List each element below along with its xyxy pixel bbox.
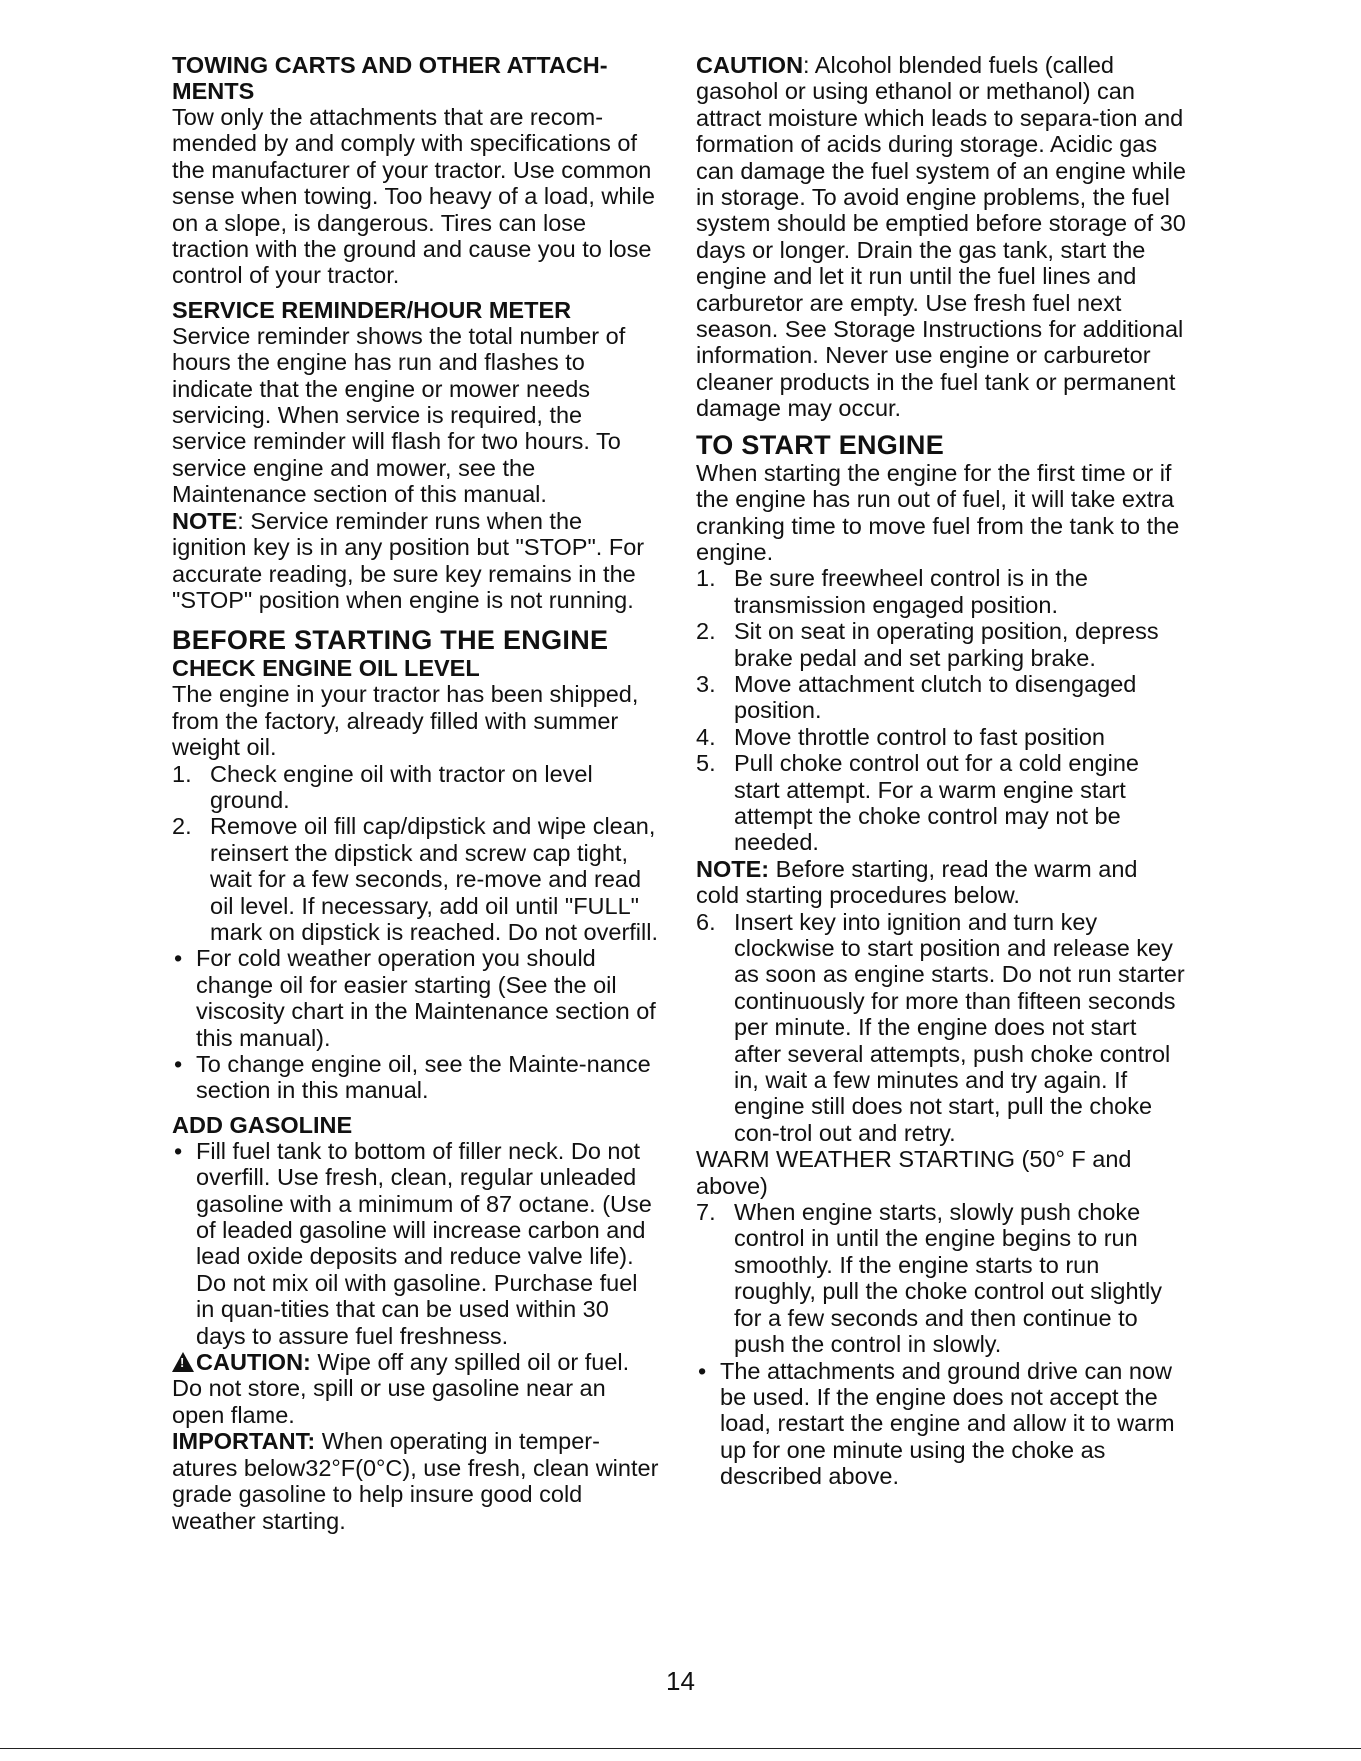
step-text: Pull choke control out for a cold engine start attempt. For a warm engine start attempt the choke control may not be needed. — [734, 750, 1139, 856]
bullet-text: To change engine oil, see the Mainte-nance section in this manual. — [196, 1051, 651, 1104]
list-item — [696, 1358, 1186, 1490]
service-reminder-note — [172, 508, 662, 614]
note-label: NOTE — [172, 507, 238, 534]
step-text: Remove oil fill cap/dipstick and wipe clean, reinsert the dipstick and screw cap tight, wait for a few seconds, re-move and read oil level. If necessary, add oil until "FULL" mark on dipstick is reached. Do not overfill. — [210, 813, 658, 945]
list-item — [696, 671, 1186, 724]
list-item — [696, 618, 1186, 671]
note-text: : Service reminder runs when the ignition key is in any position but "STOP". For accurate reading, be sure key remains in the "STOP" position when engine is not running. — [172, 507, 645, 613]
step-number: 2. — [696, 618, 716, 645]
list-item — [172, 1138, 662, 1349]
alcohol-fuel-caution — [696, 52, 1186, 422]
important-text: When operating in temper-atures below32°F(0°C), use fresh, clean winter grade gasoline to help insure good cold weather starting. — [172, 1428, 659, 1534]
before-starting-heading: BEFORE STARTING THE ENGINE — [172, 625, 609, 656]
list-item — [172, 945, 662, 1051]
right-column — [696, 52, 1186, 1490]
note-label: NOTE: — [696, 855, 770, 882]
step-number: 4. — [696, 723, 716, 750]
caution-text: : Alcohol blended fuels (called gasohol or using ethanol or methanol) can attract moisture which leads to separa-tion and formation of acids during storage. Acidic gas can damage the fuel system of an engine while in storage. To avoid engine problems, the fuel system should be emptied before storage of 30 days or longer. Drain the gas tank, start the engine and let it run until the fuel lines and carburetor are empty. Use fresh fuel next season. See Storage Instructions for additional information. Never use engine or carburetor cleaner products in the fuel tank or permanent damage may occur. — [696, 52, 1186, 422]
add-gasoline-section — [172, 1112, 662, 1534]
left-column — [172, 52, 662, 1534]
bullet-icon: • — [174, 945, 183, 972]
bullet-text: The attachments and ground drive can now be used. If the engine does not accept the load, restart the engine and allow it to warm up for one minute using the choke as described above. — [720, 1357, 1175, 1490]
service-reminder-section — [172, 297, 662, 613]
caution-text: Wipe off any spilled oil or fuel. Do not store, spill or use gasoline near an open flame. — [172, 1349, 630, 1428]
step-text: Move throttle control to fast position — [734, 723, 1105, 750]
list-item — [696, 1199, 1186, 1357]
start-engine-heading: TO START ENGINE — [696, 429, 945, 460]
list-item — [696, 724, 1186, 750]
step-text: Insert key into ignition and turn key clockwise to start position and release key as soon as engine starts. Do not run starter continuously for more than fifteen seconds per minute. If the engine does not start after several attempts, push choke control in, wait a few minutes and try again. If engine still does not start, pull the choke con-trol out and retry. — [734, 908, 1185, 1146]
bottom-rule — [0, 1748, 1361, 1749]
check-oil-intro: The engine in your tractor has been shipped, from the factory, already filled with summer weight oil. — [172, 681, 639, 761]
step-text: Move attachment clutch to disengaged position. — [734, 670, 1137, 724]
list-item — [172, 813, 662, 945]
step-number: 7. — [696, 1199, 716, 1226]
start-engine-step6 — [696, 909, 1186, 1147]
start-engine-steps — [696, 565, 1186, 855]
check-oil-heading: CHECK ENGINE OIL LEVEL — [172, 655, 480, 682]
important-label: IMPORTANT: — [172, 1428, 316, 1455]
check-oil-steps — [172, 761, 662, 946]
caution-label: CAUTION: — [196, 1349, 311, 1376]
towing-section — [172, 52, 662, 289]
step-number: 1. — [172, 760, 192, 787]
step-number: 1. — [696, 565, 716, 592]
bullet-text: For cold weather operation you should change oil for easier starting (See the oil viscosity chart in the Maintenance section of this manual). — [196, 945, 656, 1051]
towing-heading-line1: TOWING CARTS AND OTHER ATTACH- — [172, 52, 608, 78]
service-reminder-heading: SERVICE REMINDER/HOUR METER — [172, 296, 572, 323]
bullet-text: Fill fuel tank to bottom of filler neck. Do not overfill. Use fresh, clean, regular unleaded gasoline with a minimum of 87 octane. (Use of leaded gasoline will increase carbon and lead oxide deposits and reduce valve life). Do not mix oil with gasoline. Purchase fuel in quan-tities that can be used within 30 days to assure fuel freshness. — [196, 1137, 652, 1349]
list-item — [696, 565, 1186, 618]
list-item — [172, 1051, 662, 1104]
list-item — [172, 761, 662, 814]
note-text: Before starting, read the warm and cold starting procedures below. — [696, 855, 1138, 909]
bullet-icon: • — [174, 1137, 183, 1164]
add-gasoline-bullets — [172, 1138, 662, 1349]
step-number: 3. — [696, 670, 716, 697]
start-engine-note — [696, 856, 1186, 909]
towing-body: Tow only the attachments that are recom-mended by and comply with specifications of the manufacturer of your tractor. Use common sense when towing. Too heavy of a load, while on a slope, is dangerous. Tires can lose traction with the ground and cause you to lose control of your tractor. — [172, 104, 655, 289]
warning-triangle-icon — [172, 1352, 194, 1372]
service-reminder-body: Service reminder shows the total number of hours the engine has run and flashes to indicate that the engine or mower needs servicing. When service is required, the service reminder will flash for two hours. To service engine and mower, see the Maintenance section of this manual. — [172, 322, 626, 508]
step-text: Be sure freewheel control is in the transmission engaged position. — [734, 565, 1088, 618]
bullet-icon: • — [174, 1051, 183, 1077]
start-engine-final-bullet — [696, 1358, 1186, 1490]
before-starting-section — [172, 625, 662, 1104]
list-item — [696, 909, 1186, 1147]
check-oil-bullets — [172, 945, 662, 1103]
start-engine-step7 — [696, 1199, 1186, 1357]
towing-heading-line2: MENTS — [172, 78, 255, 104]
step-text: Check engine oil with tractor on level ground. — [210, 760, 593, 813]
gasoline-caution — [172, 1349, 662, 1428]
bullet-icon: • — [698, 1357, 707, 1384]
step-text: When engine starts, slowly push choke control in until the engine begins to run smoothly. If the engine starts to run roughly, pull the choke control out slightly for a few seconds and then continue to push the control in slowly. — [734, 1199, 1163, 1358]
caution-label: CAUTION — [696, 52, 804, 78]
step-number: 6. — [696, 908, 716, 935]
step-number: 2. — [172, 813, 192, 840]
gasoline-important — [172, 1428, 662, 1534]
step-text: Sit on seat in operating position, depress brake pedal and set parking brake. — [734, 618, 1159, 671]
warm-weather-heading: WARM WEATHER STARTING (50° F and above) — [696, 1146, 1132, 1199]
step-number: 5. — [696, 750, 716, 777]
start-engine-intro: When starting the engine for the first time or if the engine has run out of fuel, it will take extra cranking time to move fuel from the tank to the engine. — [696, 459, 1180, 565]
page-number: 14 — [666, 1666, 695, 1696]
add-gasoline-heading: ADD GASOLINE — [172, 1111, 353, 1138]
list-item — [696, 750, 1186, 856]
start-engine-section — [696, 430, 1186, 1490]
